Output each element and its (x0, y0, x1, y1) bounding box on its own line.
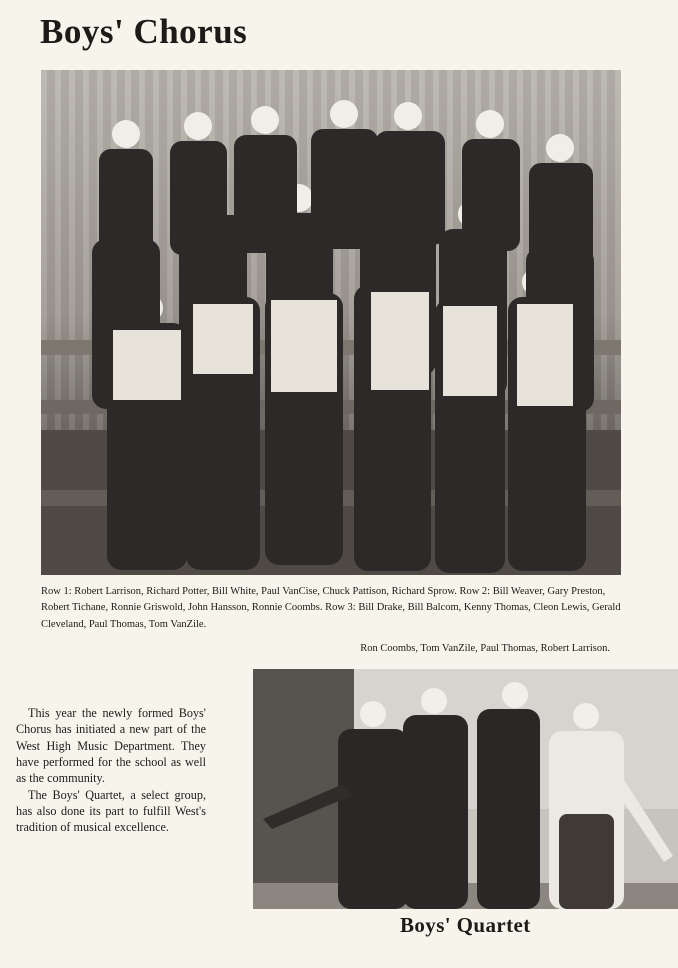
quartet-names-caption: Ron Coombs, Tom VanZile, Paul Thomas, Robert Larrison. (360, 643, 610, 654)
quartet-title: Boys' Quartet (400, 913, 531, 937)
body-paragraph-1: This year the newly formed Boys' Chorus has initiated a new part of the West High Music Department. They have performed for the school as well as the community. (16, 706, 206, 786)
chorus-roster-caption: Row 1: Robert Larrison, Richard Potter, Bill White, Paul VanCise, Chuck Pattison, Richard Sprow. Row 2: Bill Weaver, Gary Preston, Robert Tichane, Ronnie Griswold, John Hansson, Ronnie Coombs. Row 3: Bill Drake, Bill Balcom, Kenny Thomas, Cleon Lewis, Gerald Cleveland, Paul Thomas, Tom VanZile. (41, 586, 621, 630)
boys-chorus-photo (41, 70, 621, 575)
quartet-photo-illustration (253, 669, 678, 909)
chorus-photo-illustration (41, 70, 621, 575)
article-body (16, 705, 206, 836)
page-title: Boys' Chorus (40, 12, 248, 51)
body-paragraph-2: The Boys' Quartet, a select group, has also done its part to fulfill West's tradition of musical excellence. (16, 787, 206, 835)
boys-quartet-photo (253, 669, 678, 909)
